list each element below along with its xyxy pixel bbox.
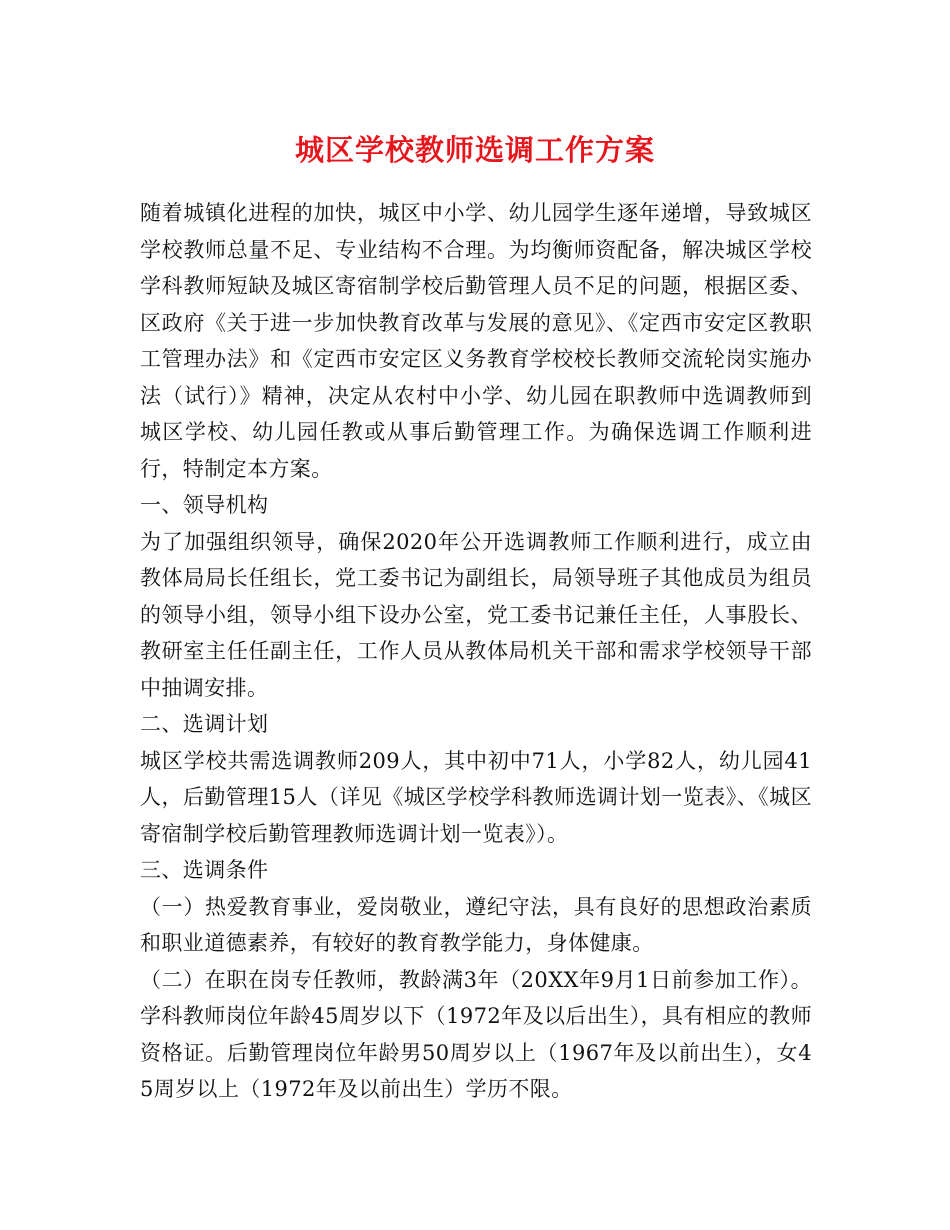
section-paragraph-leadership: 为了加强组织领导，确保2020年公开选调教师工作顺利进行，成立由教体局局长任组长，党工委书记为副组长，局领导班子其他成员为组员的领导小组，领导小组下设办公室，党工委书记兼任主任，人事股长、教研室主任任副主任，工作人员从教体局机关干部和需求学校领导干部中抽调安排。 — [140, 529, 812, 700]
section-paragraph-condition-1: （一）热爱教育事业，爱岗敬业，遵纪守法，具有良好的思想政治素质和职业道德素养，有较好的教育教学能力，身体健康。 — [140, 894, 812, 955]
section-heading-leadership: 一、领导机构 — [140, 493, 269, 517]
section-heading-conditions: 三、选调条件 — [140, 858, 269, 882]
section-paragraph-condition-2: （二）在职在岗专任教师，教龄满3年（20XX年9月1日前参加工作）。学科教师岗位年龄45周岁以下（1972年及以后出生），具有相应的教师资格证。后勤管理岗位年龄男50周岁以上（1967年及以前出生），女45周岁以上（1972年及以前出生）学历不限。 — [140, 967, 812, 1101]
document-title: 城区学校教师选调工作方案 — [294, 133, 655, 167]
section-heading-plan: 二、选调计划 — [140, 712, 269, 736]
section-paragraph-plan: 城区学校共需选调教师209人，其中初中71人，小学82人，幼儿园41人，后勤管理15人（详见《城区学校学科教师选调计划一览表》、《城区寄宿制学校后勤管理教师选调计划一览表》）。 — [140, 748, 812, 846]
intro-paragraph: 随着城镇化进程的加快，城区中小学、幼儿园学生逐年递增，导致城区学校教师总量不足、专业结构不合理。为均衡师资配备，解决城区学校学科教师短缺及城区寄宿制学校后勤管理人员不足的问题，根据区委、区政府《关于进一步加快教育改革与发展的意见》、《定西市安定区教职工管理办法》和《定西市安定区义务教育学校校长教师交流轮岗实施办法（试行）》精神，决定从农村中小学、幼儿园在职教师中选调教师到城区学校、幼儿园任教或从事后勤管理工作。为确保选调工作顺利进行，特制定本方案。 — [140, 201, 812, 481]
document-body — [140, 195, 812, 1108]
